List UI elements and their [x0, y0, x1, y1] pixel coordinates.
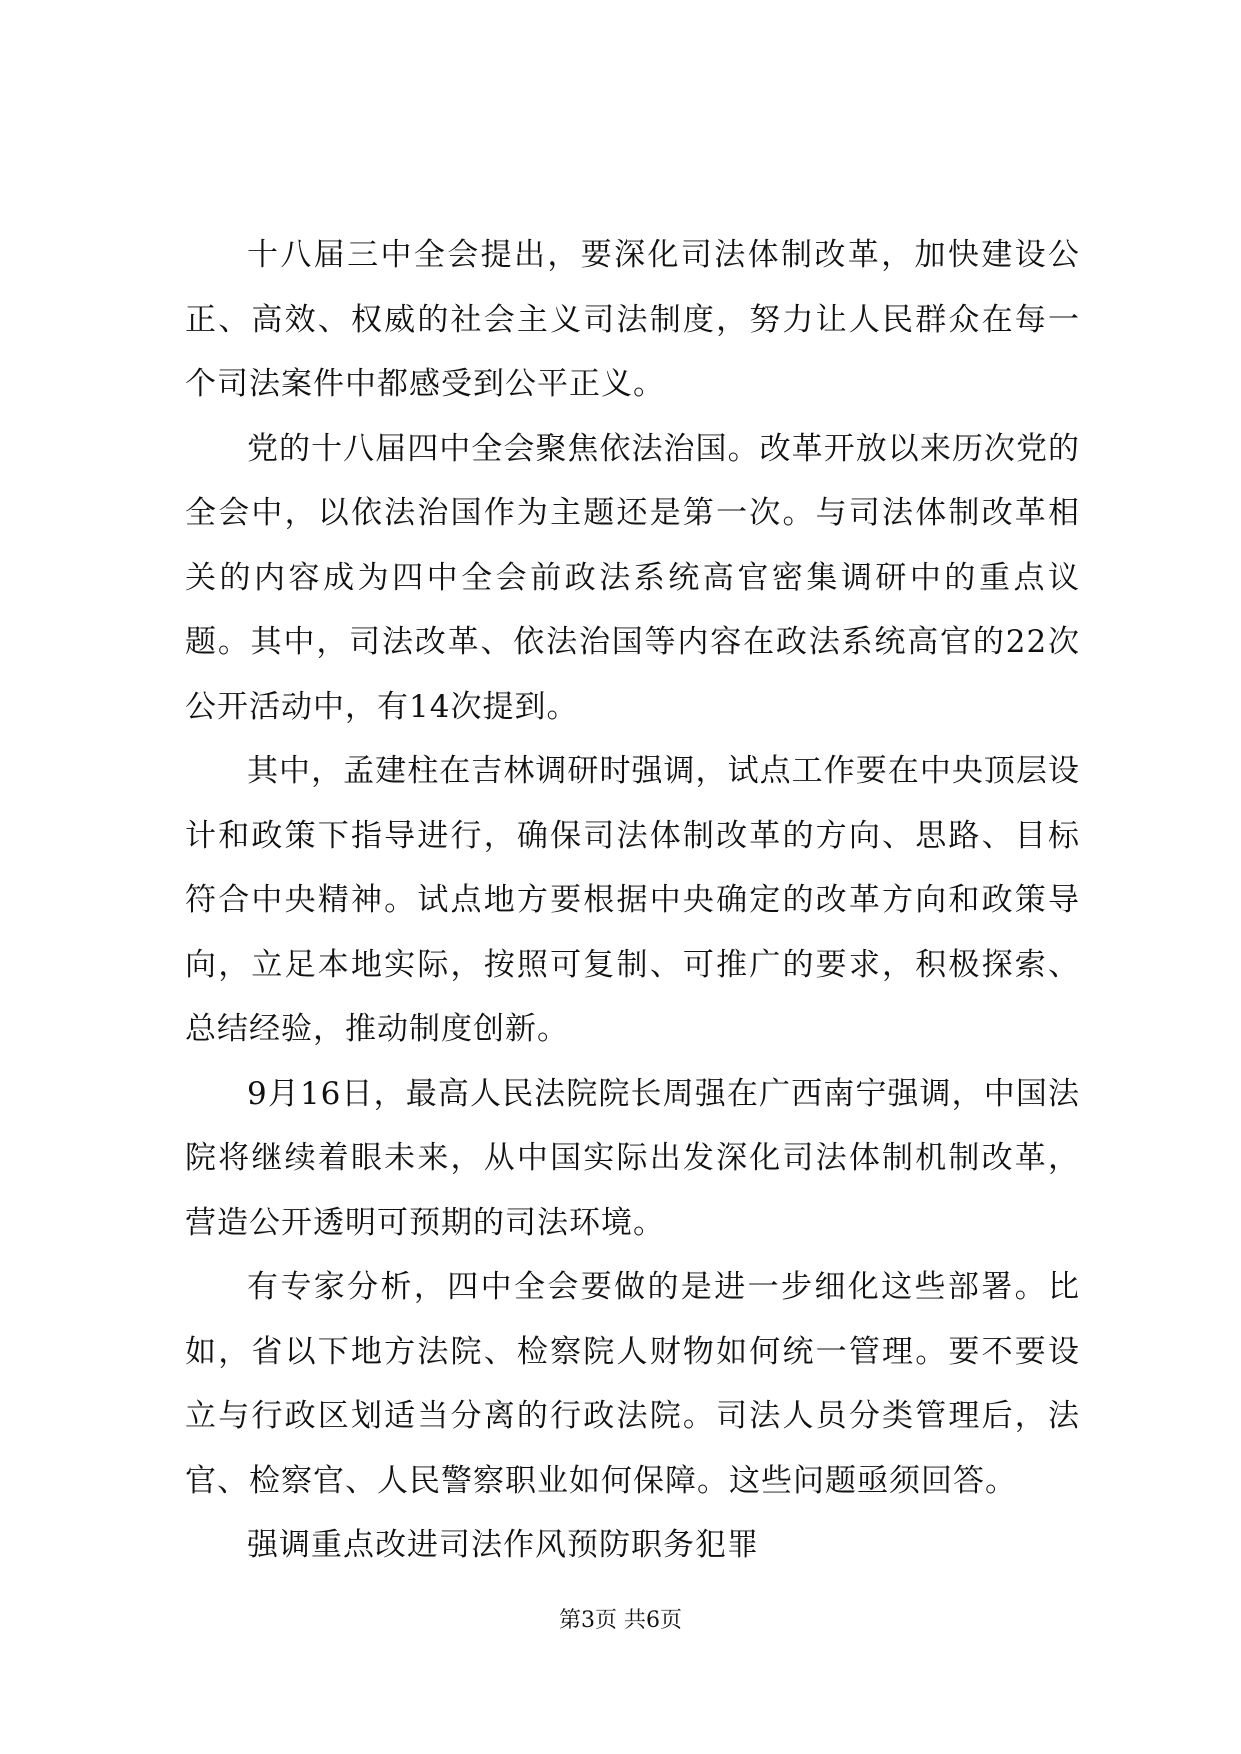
page-number-footer: 第3页 共6页 — [559, 1608, 682, 1633]
paragraph-2: 党的十八届四中全会聚焦依法治国。改革开放以来历次党的全会中，以依法治国作为主题还是第一次。与司法体制改革相关的内容成为四中全会前政法系统高官密集调研中的重点议题。其中，司法改革、依法治国等内容在政法系统高官的22次公开活动中，有14次提到。 — [185, 430, 1080, 725]
paragraph-4: 9月16日，最高人民法院院长周强在广西南宁强调，中国法院将继续着眼未来，从中国实际出发深化司法体制机制改革，营造公开透明可预期的司法环境。 — [185, 1075, 1080, 1241]
paragraph-1: 十八届三中全会提出，要深化司法体制改革，加快建设公正、高效、权威的社会主义司法制度，努力让人民群众在每一个司法案件中都感受到公平正义。 — [185, 237, 1080, 402]
section-heading: 强调重点改进司法作风预防职务犯罪 — [247, 1527, 759, 1563]
document-body — [185, 223, 1080, 1578]
paragraph-3: 其中，孟建柱在吉林调研时强调，试点工作要在中央顶层设计和政策下指导进行，确保司法体制改革的方向、思路、目标符合中央精神。试点地方要根据中央确定的改革方向和政策导向，立足本地实际，按照可复制、可推广的要求，积极探索、总结经验，推动制度创新。 — [185, 753, 1080, 1047]
paragraph-5: 有专家分析，四中全会要做的是进一步细化这些部署。比如，省以下地方法院、检察院人财物如何统一管理。要不要设立与行政区划适当分离的行政法院。司法人员分类管理后，法官、检察官、人民警察职业如何保障。这些问题亟须回答。 — [185, 1269, 1080, 1499]
